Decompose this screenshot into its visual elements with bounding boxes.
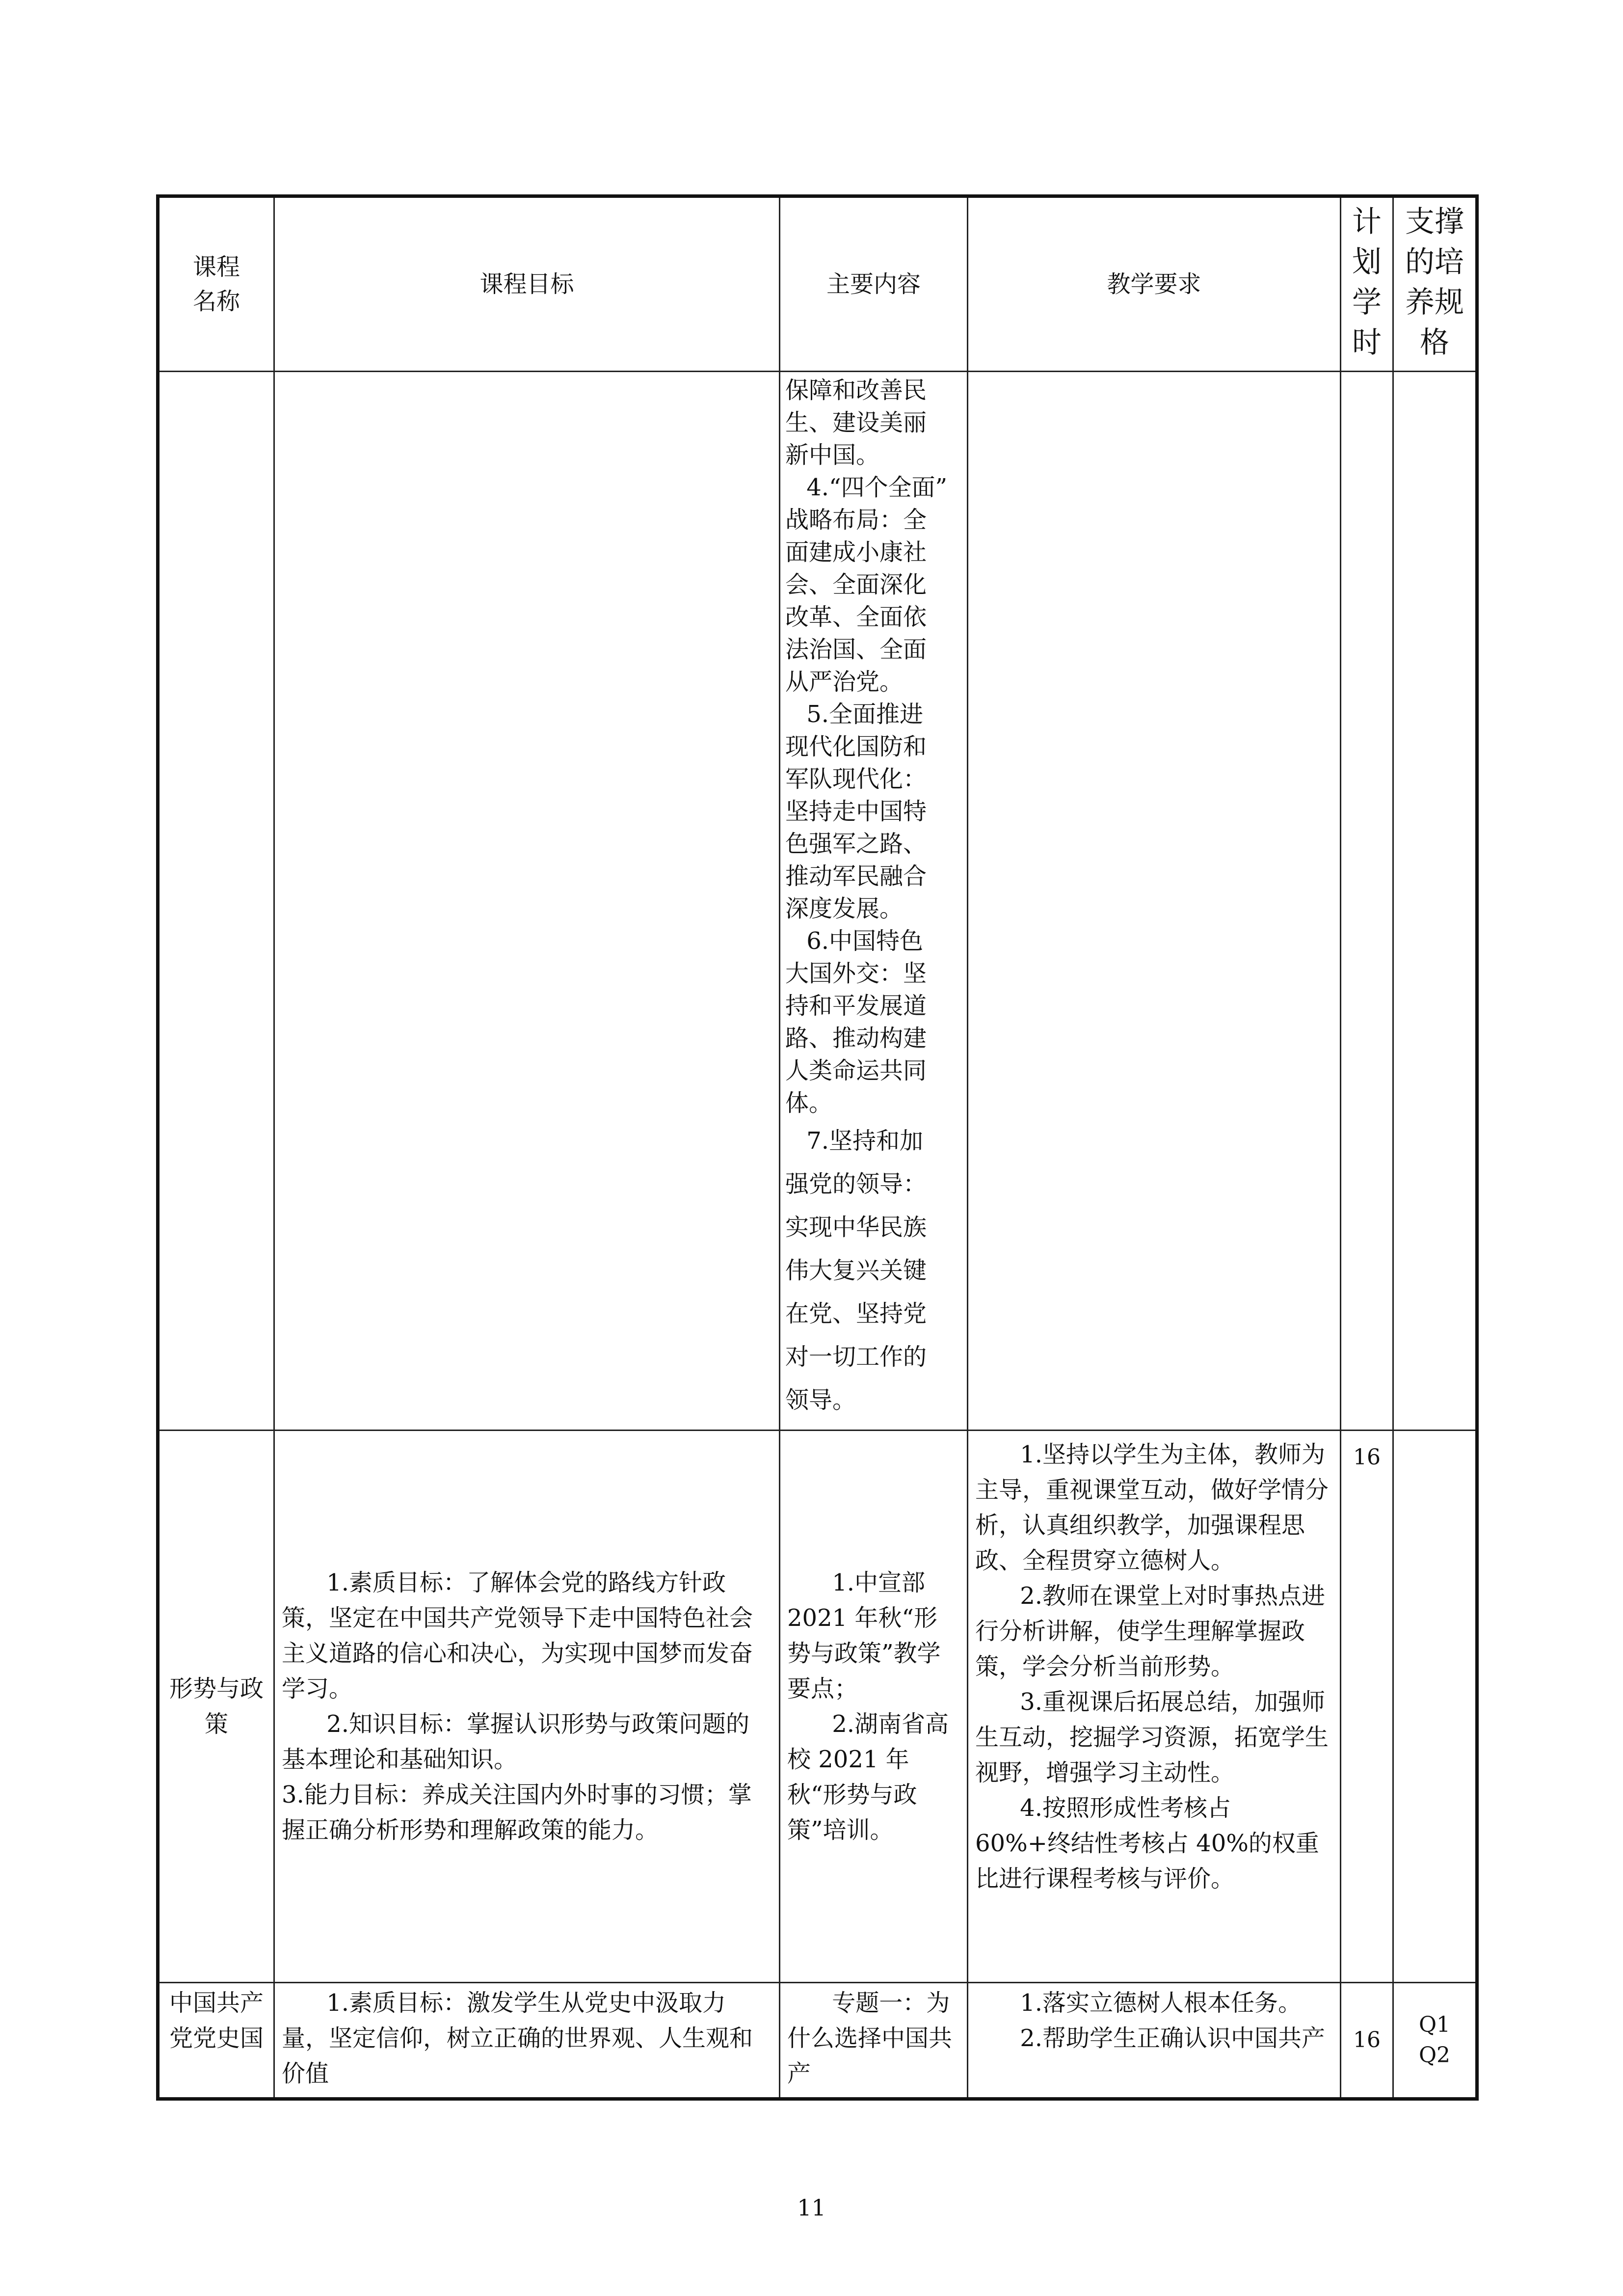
header-supported-spec: 支撑 的培 养规 格 [1393, 196, 1477, 372]
goal-paragraph: 1.素质目标：激发学生从党史中汲取力量，坚定信仰，树立正确的世界观、人生观和价值 [282, 1989, 753, 2087]
content-line: 坚持走中国特 [785, 798, 927, 825]
content-line: 现代化国防和 [785, 733, 927, 760]
header-teaching-requirement: 教学要求 [968, 196, 1341, 372]
row3-goal-cell [274, 1983, 780, 2099]
content-line: 体。 [785, 1089, 833, 1117]
page-number: 11 [797, 2194, 826, 2221]
row3-hours-cell [1341, 1983, 1393, 2099]
requirement-paragraph: 1.落实立德树人根本任务。 [1020, 1989, 1302, 2017]
content-line: 推动军民融合 [785, 863, 927, 890]
content-line: 6.中国特色 [806, 927, 923, 955]
header-course-name: 课程 名称 [158, 196, 274, 372]
content-line: 保障和改善民 [785, 377, 927, 404]
requirement-paragraph: 4.按照形成性考核占 60%+终结性考核占 40%的权重比进行课程考核与评价。 [975, 1794, 1319, 1892]
course-table [156, 194, 1479, 2101]
header-planned-hours: 计 划 学 时 [1341, 196, 1393, 372]
row1-content-cell [780, 372, 968, 1431]
content-line: 大国外交：坚 [785, 960, 927, 987]
content-line: 实现中华民族 [785, 1214, 927, 1241]
content-paragraph: 专题一：为什么选择中国共产 [787, 1989, 953, 2087]
row2-goal-cell [274, 1431, 780, 1983]
row1-spec-cell [1393, 372, 1477, 1431]
row1-name-cell [158, 372, 274, 1431]
row2-name-cell [158, 1431, 274, 1983]
course-name: 中国共产 党党史国 [169, 1989, 264, 2052]
content-line: 面建成小康社 [785, 539, 927, 566]
content-line: 法治国、全面 [785, 636, 927, 663]
content-paragraph: 2.湖南省高校 2021 年秋“形势与政策”培训。 [787, 1710, 949, 1844]
table-header-row [158, 196, 1477, 372]
content-paragraph: 1.中宣部 2021 年秋“形势与政策”教学要点； [787, 1569, 941, 1702]
content-line: 生、建设美丽 [785, 409, 927, 436]
row1-content-text [785, 374, 964, 1422]
content-line: 对一切工作的 [785, 1343, 927, 1371]
header-main-content: 主要内容 [780, 196, 968, 372]
table-row [158, 1431, 1477, 1983]
content-line: 人类命运共同 [785, 1057, 927, 1084]
row1-goal-cell [274, 372, 780, 1431]
row3-content-cell [780, 1983, 968, 2099]
planned-hours: 16 [1353, 1445, 1381, 1470]
goal-paragraph: 1.素质目标：了解体会党的路线方针政策，坚定在中国共产党领导下走中国特色社会主义道路的信心和决心，为实现中国梦而发奋学习。 [282, 1569, 753, 1702]
goal-paragraph: 2.知识目标：掌握认识形势与政策问题的基本理论和基础知识。 [282, 1710, 749, 1773]
content-line: 色强军之路、 [785, 830, 927, 858]
goal-paragraph: 3.能力目标：养成关注国内外时事的习惯；掌握正确分析形势和理解政策的能力。 [282, 1781, 752, 1844]
course-name: 形势与政 策 [169, 1675, 264, 1738]
requirement-paragraph: 1.坚持以学生为主体，教师为主导，重视课堂互动，做好学情分析，认真组织教学，加强课程思政、全程贯穿立德树人。 [975, 1441, 1329, 1574]
table-row [158, 1983, 1477, 2099]
row1-hours-cell [1341, 372, 1393, 1431]
content-line: 4.“四个全面” [806, 474, 948, 501]
row3-spec-cell [1393, 1983, 1477, 2099]
content-line: 战略布局：全 [785, 506, 927, 534]
row1-requirement-cell [968, 372, 1341, 1431]
content-line: 5.全面推进 [806, 701, 923, 728]
row3-requirement-cell [968, 1983, 1341, 2099]
content-line: 领导。 [785, 1386, 856, 1414]
row2-hours-cell [1341, 1431, 1393, 1983]
content-line: 7.坚持和加 [806, 1127, 923, 1155]
content-line: 在党、坚持党 [785, 1300, 927, 1327]
content-line: 强党的领导： [785, 1170, 927, 1198]
content-line: 持和平发展道 [785, 992, 927, 1020]
content-line: 改革、全面依 [785, 603, 927, 631]
requirement-paragraph: 3.重视课后拓展总结，加强师生互动，挖掘学习资源，拓宽学生视野，增强学习主动性。 [975, 1688, 1329, 1786]
content-line: 会、全面深化 [785, 571, 927, 598]
row2-spec-cell [1393, 1431, 1477, 1983]
row2-content-cell [780, 1431, 968, 1983]
row3-name-cell [158, 1983, 274, 2099]
header-course-goal: 课程目标 [274, 196, 780, 372]
supported-spec: Q1 Q2 [1418, 2012, 1451, 2068]
content-line: 路、推动构建 [785, 1025, 927, 1052]
content-line: 新中国。 [785, 441, 880, 469]
requirement-paragraph: 2.教师在课堂上对时事热点进行分析讲解，使学生理解掌握政策，学会分析当前形势。 [975, 1582, 1325, 1680]
content-line: 伟大复兴关键 [785, 1257, 927, 1284]
row2-requirement-cell [968, 1431, 1341, 1983]
requirement-paragraph: 2.帮助学生正确认识中国共产 [1020, 2025, 1325, 2052]
content-line: 从严治党。 [785, 668, 904, 696]
planned-hours: 16 [1353, 2027, 1381, 2053]
table-row [158, 372, 1477, 1431]
content-line: 军队现代化： [785, 765, 927, 793]
content-line: 深度发展。 [785, 895, 904, 922]
